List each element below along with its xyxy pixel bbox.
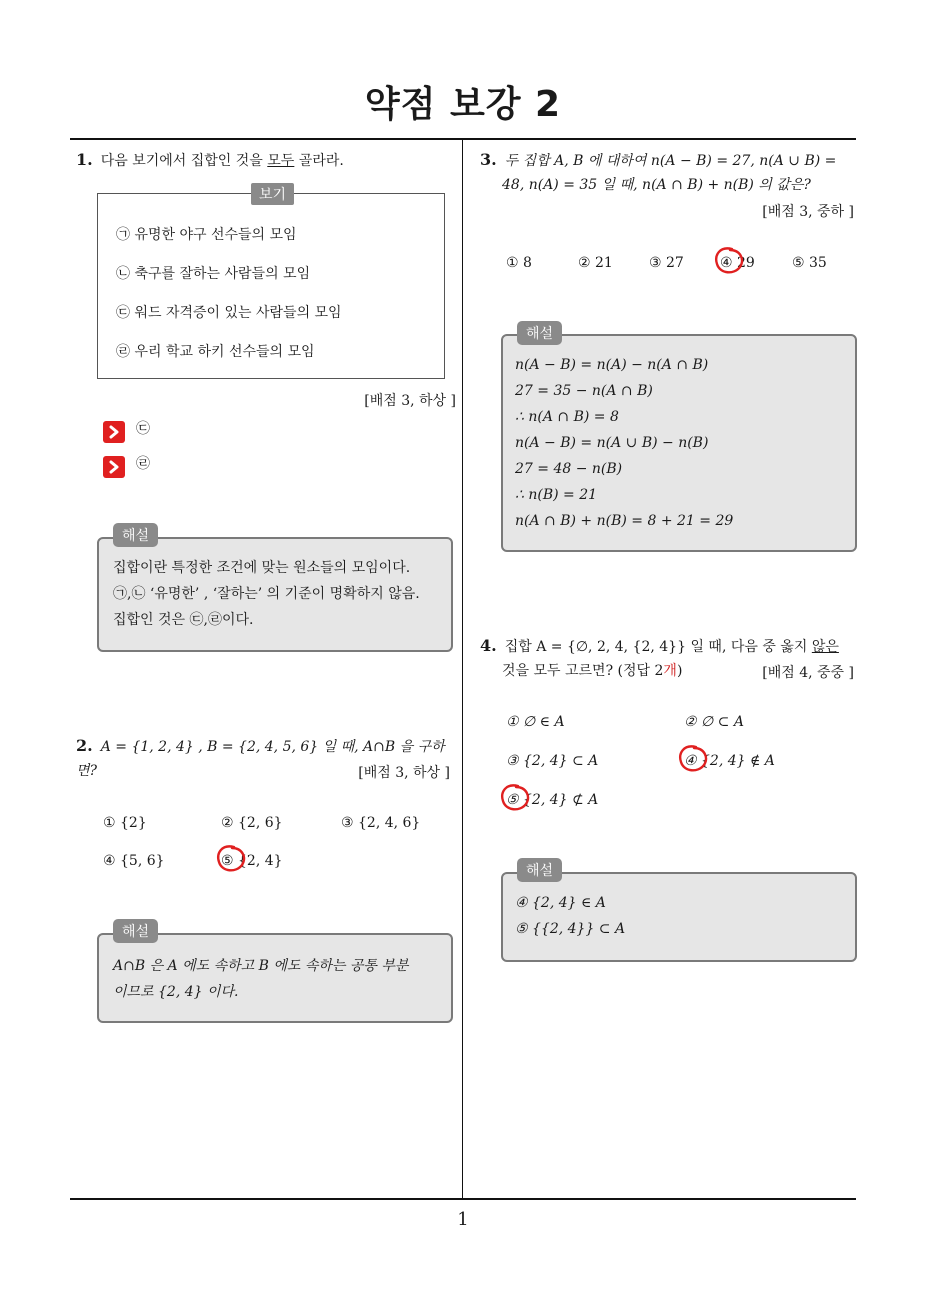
choice: ② ∅ ⊂ A (684, 714, 744, 730)
answer-1: ㉢ (136, 421, 150, 437)
solution-line: n(A ∩ B) + n(B) = 8 + 21 = 29 (515, 513, 734, 529)
solution-line: ∴ n(B) = 21 (515, 487, 598, 503)
choice: ④ 29 (720, 255, 755, 271)
answer-2: ㉣ (136, 456, 150, 472)
solution-line: 27 = 48 − n(B) (515, 461, 623, 477)
question-2-meta: [배점 3, 하상 ] (358, 765, 450, 781)
question-1-stem: 1. 다음 보기에서 집합인 것을 모두 골라라. (76, 150, 344, 169)
choice: ⑤ 35 (792, 255, 827, 271)
question-1-solution-box (97, 537, 453, 652)
solution-label: 해설 (517, 858, 562, 882)
bogi-item: ㉠ 유명한 야구 선수들의 모임 (116, 227, 297, 243)
solution-line: n(A − B) = n(A) − n(A ∩ B) (515, 357, 709, 373)
question-1-meta: [배점 3, 하상 ] (364, 393, 456, 409)
solution-label: 해설 (517, 321, 562, 345)
question-4-solution-box (501, 872, 857, 962)
choice: ③ 27 (649, 255, 684, 271)
bottom-rule (70, 1198, 856, 1200)
choice: ④ {5, 6} (103, 853, 165, 869)
top-rule (70, 138, 856, 140)
chevron-right-icon (103, 456, 125, 478)
bogi-item: ㉢ 워드 자격증이 있는 사람들의 모임 (116, 305, 342, 321)
solution-line: ④ {2, 4} ∈ A (515, 895, 606, 911)
solution-line: ⑤ {{2, 4}} ⊂ A (515, 921, 626, 937)
solution-line: 이므로 {2, 4} 이다. (113, 984, 239, 1000)
solution-line: n(A − B) = n(A ∪ B) − n(B) (515, 435, 709, 451)
bogi-item: ㉡ 축구를 잘하는 사람들의 모임 (116, 266, 311, 282)
question-1-number: 1. (76, 150, 93, 169)
chevron-right-icon (103, 421, 125, 443)
choice: ⑤ {2, 4} ⊄ A (506, 792, 599, 808)
choice: ③ {2, 4, 6} (341, 815, 421, 831)
question-3-number: 3. (480, 150, 497, 169)
solution-line: 27 = 35 − n(A ∩ B) (515, 383, 653, 399)
question-4-number: 4. (480, 636, 497, 655)
choice: ① ∅ ∈ A (506, 714, 565, 730)
choice: ④ {2, 4} ∉ A (684, 753, 775, 769)
question-3-solution-box (501, 334, 857, 552)
solution-label: 해설 (113, 919, 158, 943)
choice: ③ {2, 4} ⊂ A (506, 753, 599, 769)
solution-line: 집합인 것은 ㉢,㉣이다. (113, 612, 254, 628)
bogi-label: 보기 (251, 183, 294, 205)
choice: ① 8 (506, 255, 532, 271)
choice: ① {2} (103, 815, 147, 831)
question-1-bogi-box (97, 193, 445, 379)
solution-line: A∩B 은 A 에도 속하고 B 에도 속하는 공통 부분 (113, 958, 409, 974)
question-3-stem: 3. 두 집합 A, B 에 대하여 n(A − B) = 27, n(A ∪ B) = 48, n(A) = 35 일 때, n(A ∩ B) + n(B) 의 값은? (480, 150, 837, 193)
choice: ② {2, 6} (221, 815, 283, 831)
page-number: 1 (457, 1209, 469, 1230)
question-4-meta: [배점 4, 중중 ] (762, 665, 854, 681)
question-3-meta: [배점 3, 중하 ] (762, 204, 854, 220)
bogi-item: ㉣ 우리 학교 하키 선수들의 모임 (116, 344, 315, 360)
solution-label: 해설 (113, 523, 158, 547)
solution-line: ∴ n(A ∩ B) = 8 (515, 409, 619, 425)
choice: ② 21 (578, 255, 613, 271)
question-2-stem: 2. A = {1, 2, 4} , B = {2, 4, 5, 6} 일 때, A∩B 을 구하면? (76, 736, 445, 779)
question-2-number: 2. (76, 736, 93, 755)
page-title: 약점 보강 2 (364, 84, 562, 125)
column-divider (462, 139, 463, 1200)
question-2-solution-box (97, 933, 453, 1023)
solution-line: 집합이란 특정한 조건에 맞는 원소들의 모임이다. (113, 560, 411, 576)
question-4-stem: 4. 집합 A = {∅, 2, 4, {2, 4}} 일 때, 다음 중 옳지 않은 것을 모두 고르면? (정답 2개) (480, 636, 839, 679)
choice: ⑤ {2, 4} (221, 853, 283, 869)
solution-line: ㉠,㉡ ‘유명한’ , ‘잘하는’ 의 기준이 명확하지 않음. (113, 586, 420, 602)
